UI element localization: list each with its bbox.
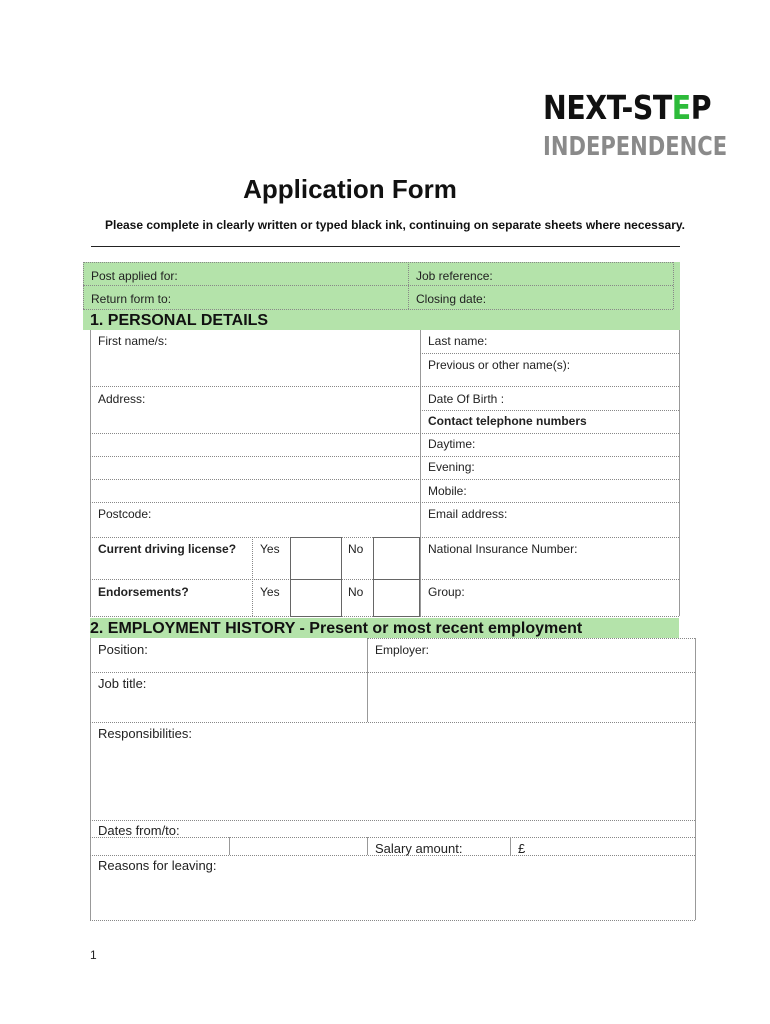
divider bbox=[673, 262, 674, 309]
logo-independence: INDEPENDENCE bbox=[543, 132, 728, 162]
address-field[interactable]: Address: bbox=[98, 392, 146, 406]
employer-field[interactable]: Employer: bbox=[375, 643, 430, 657]
divider bbox=[229, 837, 230, 855]
divider bbox=[679, 330, 680, 616]
logo-next-step bbox=[543, 90, 711, 126]
salary-field[interactable]: Salary amount: bbox=[375, 841, 463, 856]
divider bbox=[90, 920, 695, 921]
previous-names-field[interactable]: Previous or other name(s): bbox=[428, 358, 571, 372]
endorsements-yes-label: Yes bbox=[260, 585, 280, 599]
email-field[interactable]: Email address: bbox=[428, 507, 508, 521]
evening-field[interactable]: Evening: bbox=[428, 460, 475, 474]
endorsements-yes-checkbox[interactable] bbox=[290, 579, 342, 617]
last-name-field[interactable]: Last name: bbox=[428, 334, 488, 348]
driving-yes-checkbox[interactable] bbox=[290, 537, 342, 580]
position-field[interactable]: Position: bbox=[98, 642, 148, 657]
divider bbox=[252, 537, 253, 616]
group-field[interactable]: Group: bbox=[428, 585, 465, 599]
first-names-field[interactable]: First name/s: bbox=[98, 334, 168, 348]
divider bbox=[83, 262, 84, 309]
section-personal-heading: 1. PERSONAL DETAILS bbox=[90, 312, 269, 329]
daytime-field[interactable]: Daytime: bbox=[428, 437, 476, 451]
currency-symbol: £ bbox=[518, 841, 526, 856]
divider bbox=[420, 330, 421, 616]
section-employment-heading: 2. EMPLOYMENT HISTORY - Present or most recent employment bbox=[90, 620, 583, 637]
divider bbox=[83, 262, 673, 263]
endorsements-no-checkbox[interactable] bbox=[373, 579, 420, 617]
ni-number-field[interactable]: National Insurance Number: bbox=[428, 542, 578, 556]
page-number: 1 bbox=[90, 948, 97, 962]
divider bbox=[90, 456, 679, 457]
job-reference-field[interactable]: Job reference: bbox=[416, 269, 493, 283]
divider bbox=[90, 722, 695, 723]
divider bbox=[90, 638, 91, 920]
dob-field[interactable]: Date Of Birth : bbox=[428, 392, 505, 406]
mobile-field[interactable]: Mobile: bbox=[428, 484, 467, 498]
driving-no-label: No bbox=[348, 542, 364, 556]
divider bbox=[367, 638, 695, 639]
closing-date-field[interactable]: Closing date: bbox=[416, 292, 487, 306]
divider bbox=[90, 386, 679, 387]
divider bbox=[420, 353, 679, 354]
divider bbox=[90, 330, 91, 616]
endorsements-label: Endorsements? bbox=[98, 585, 189, 599]
form-title: Application Form bbox=[243, 174, 457, 204]
logo-text-p: P bbox=[690, 88, 712, 127]
divider bbox=[90, 502, 679, 503]
driving-no-checkbox[interactable] bbox=[373, 537, 420, 580]
logo-text-next-st: NEXT-ST bbox=[543, 88, 672, 127]
reasons-leaving-field[interactable]: Reasons for leaving: bbox=[98, 858, 217, 873]
post-applied-field[interactable]: Post applied for: bbox=[91, 269, 178, 283]
divider bbox=[408, 262, 409, 309]
title-rule bbox=[91, 246, 680, 247]
divider bbox=[367, 638, 368, 722]
postcode-field[interactable]: Postcode: bbox=[98, 507, 152, 521]
driving-license-label: Current driving license? bbox=[98, 542, 237, 556]
divider bbox=[695, 638, 696, 920]
divider bbox=[90, 433, 679, 434]
divider bbox=[83, 309, 673, 310]
divider bbox=[90, 479, 679, 480]
return-form-field[interactable]: Return form to: bbox=[91, 292, 172, 306]
instructions-text: Please complete in clearly written or typed black ink, continuing on separate sheets where necessary. bbox=[105, 218, 685, 232]
responsibilities-field[interactable]: Responsibilities: bbox=[98, 726, 192, 741]
dates-field[interactable]: Dates from/to: bbox=[98, 823, 180, 838]
endorsements-no-label: No bbox=[348, 585, 364, 599]
divider bbox=[367, 837, 368, 855]
contact-heading: Contact telephone numbers bbox=[428, 414, 587, 428]
divider bbox=[510, 837, 511, 855]
logo-text-e: E bbox=[671, 88, 691, 127]
driving-yes-label: Yes bbox=[260, 542, 280, 556]
job-title-field[interactable]: Job title: bbox=[98, 676, 147, 691]
divider bbox=[90, 672, 695, 673]
